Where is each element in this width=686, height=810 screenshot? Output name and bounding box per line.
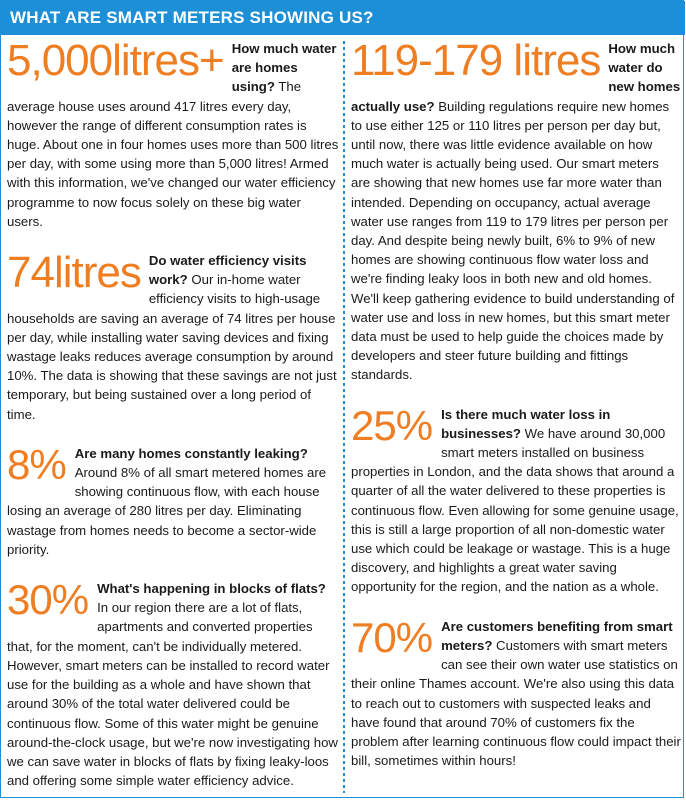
section-question: Do water efficiency visits work? (148, 253, 307, 288)
section-question: What's happening in blocks of flats? (97, 581, 326, 597)
stat-figure: 5,000litres+ (7, 36, 224, 85)
section-blocks-of-flats (7, 576, 339, 790)
section-question: How much water are homes using? (231, 41, 337, 95)
section-new-homes (351, 36, 681, 385)
left-column (7, 36, 339, 810)
section-body: In our region there are a lot of flats, apartments and converted properties that, for the moment, can't be individually metered. However, smart meters can be installed to record water use for the building as a whole and have shown that around 30% of the total water delivered could be continuous flow. Some of this water might be genuine around-the-clock usage, but we're now investigating how we can save water in blocks of flats by fixing leaky-loos and offering some simple water efficiency advice. (7, 600, 338, 789)
stat-figure: 30% (7, 576, 89, 624)
section-body: We have around 30,000 smart meters installed on business properties in London, and the data shows that around a quarter of all the water delivered to these properties is continuous flow. Even allowing for some genuine usage, this is still a large proportion of all non-domestic water use which could be leakage or wastage. This is a huge discovery, and highlights a great water saving opportunity for the region, and the nation as a whole. (351, 425, 679, 595)
section-question: How much water do new homes actually use? (351, 41, 681, 114)
section-body: Building regulations require new homes to use either 125 or 110 litres per person per day but, until now, there was little evidence available on how much water is actually being used. Our smart meters are showing that new homes use far more water than intended. Depending on occupancy, actual average water use ranges from 119 to 179 litres per person per day. And despite being newly built, 6% to 9% of new homes are showing continuous flow water loss and we're finding leaky loos in both new and old homes. We'll keep gathering evidence to build understanding of water use and loss in new homes, but this smart meter data must be used to help guide the choices made by developers and steer future building and fittings standards. (351, 98, 675, 383)
header-title: WHAT ARE SMART METERS SHOWING US? (1, 1, 685, 35)
stat-figure: 74litres (7, 248, 141, 298)
stat-figure: 119-179 litres (351, 36, 601, 85)
section-customer-benefit (351, 613, 681, 771)
stat-figure: 25% (351, 401, 433, 449)
stat-figure: 70% (351, 613, 433, 661)
section-body: The average house uses around 417 litres every day, however the range of different consumption rates is huge. About one in four homes uses more than 500 litres per day, with some using more than 5,000 litres! Armed with this information, we've changed our water efficiency programme to now focus solely on these big water users. (7, 79, 339, 229)
section-home-usage (7, 36, 339, 231)
section-question: Are many homes constantly leaking? (74, 445, 308, 461)
section-question: Are customers benefiting from smart meters? (441, 618, 673, 653)
section-body: Our in-home water efficiency visits to high-usage households are saving an average of 74 litres per house per day, while installing water saving devices and fixing wastage leaks reduces average consumption by around 10%. The data is showing that these savings are not just temporary, but being sustained over a long period of time. (7, 272, 337, 422)
section-question: Is there much water loss in businesses? (441, 406, 611, 441)
section-body: Around 8% of all smart metered homes are showing continuous flow, with each house losing an average of 280 litres per day. Eliminating wastage from homes needs to become a sector-wide priority. (7, 465, 327, 557)
section-business-loss (351, 401, 681, 597)
stat-figure: 8% (7, 440, 66, 488)
section-efficiency-visits (7, 248, 339, 424)
section-leaking-homes (7, 440, 339, 559)
right-column (351, 36, 681, 790)
section-body: Customers with smart meters can see their own water use statistics on their online Thames account. We're also using this data to reach out to customers with suspected leaks and have found that around 70% of customers fix the problem after learning continuous flow could impact their bill, sometimes within hours! (351, 637, 681, 769)
column-divider (343, 41, 345, 793)
